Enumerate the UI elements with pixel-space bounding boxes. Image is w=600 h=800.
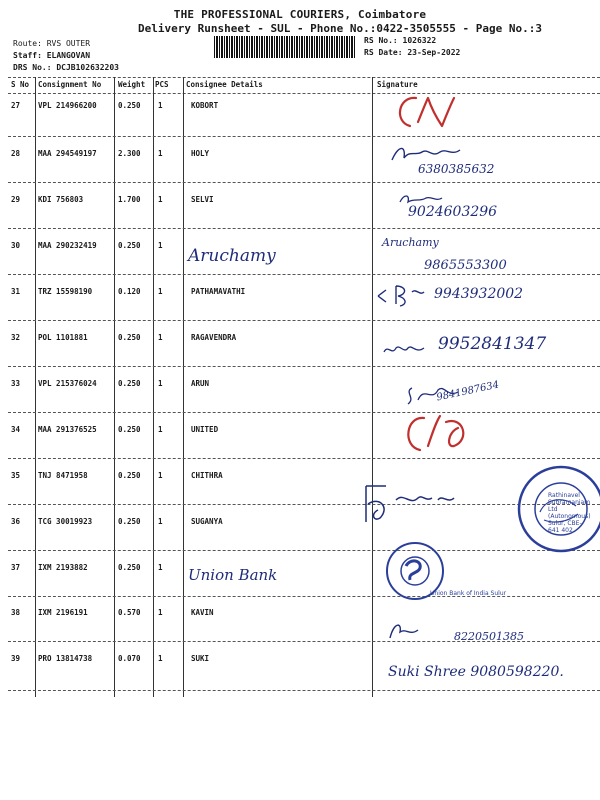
phone-30: 9865553300 [424, 258, 507, 273]
cell-weight: 0.250 [118, 333, 141, 342]
cell-sno: 31 [11, 287, 21, 296]
cell-pcs: 1 [158, 517, 163, 526]
row-separator [8, 274, 600, 275]
cell-weight: 0.250 [118, 563, 141, 572]
col-header-sno: S No [11, 80, 30, 89]
col-header-pcs: PCS [155, 80, 169, 89]
meta-right [364, 35, 460, 59]
signature-38 [384, 618, 424, 644]
cell-consignment: IXM 2193882 [38, 563, 88, 572]
cell-consignment: TRZ 15598190 [38, 287, 93, 296]
cell-consignment: MAA 291376525 [38, 425, 97, 434]
cell-consignment: VPL 214966200 [38, 101, 97, 110]
cell-consignee: SELVI [191, 195, 214, 204]
cell-pcs: 1 [158, 379, 163, 388]
signature-35-36 [356, 478, 466, 528]
phone-38: 8220501385 [454, 630, 524, 643]
row-separator [8, 596, 600, 597]
col-divider [183, 77, 184, 697]
consignee-37-handwritten: Union Bank [188, 566, 278, 584]
cell-consignment: MAA 290232419 [38, 241, 97, 250]
cell-pcs: 1 [158, 425, 163, 434]
row-separator [8, 182, 600, 183]
cell-sno: 39 [11, 654, 21, 663]
cell-weight: 0.250 [118, 101, 141, 110]
bank-stamp-text: Union Bank of India Sulur [430, 590, 507, 597]
cell-weight: 0.570 [118, 608, 141, 617]
signature-31 [372, 282, 432, 308]
cell-consignee: CHITHRA [191, 471, 223, 480]
cell-sno: 27 [11, 101, 21, 110]
cell-consignment: POL 1101881 [38, 333, 88, 342]
row-separator [8, 550, 600, 551]
cell-sno: 29 [11, 195, 21, 204]
cell-pcs: 1 [158, 608, 163, 617]
cell-consignee: RAGAVENDRA [191, 333, 237, 342]
signature-27 [388, 92, 468, 132]
col-divider [372, 77, 373, 697]
phone-33: 9841987634 [435, 379, 501, 404]
row-separator [8, 228, 600, 229]
cell-sno: 32 [11, 333, 21, 342]
cell-consignee: SUKI [191, 654, 210, 663]
col-divider [153, 77, 154, 697]
cell-sno: 38 [11, 608, 21, 617]
cell-weight: 0.120 [118, 287, 141, 296]
drs-label: DRS No.: DCJB102632203 [13, 63, 119, 72]
table-top-line [8, 77, 600, 78]
cell-sno: 30 [11, 241, 21, 250]
col-header-signature: Signature [377, 80, 418, 89]
signature-39: Suki Shree 9080598220. [388, 664, 564, 680]
cell-consignment: IXM 2196191 [38, 608, 88, 617]
consignee-30-handwritten: Aruchamy [188, 246, 276, 266]
signature-30: Aruchamy [382, 236, 439, 249]
staff-label: Staff: ELANGOVAN [13, 51, 91, 60]
cell-pcs: 1 [158, 563, 163, 572]
row-separator [8, 412, 600, 413]
cell-consignee: KOBORT [191, 101, 219, 110]
cell-consignee: KAVIN [191, 608, 214, 617]
col-divider [114, 77, 115, 697]
cell-sno: 34 [11, 425, 21, 434]
cell-weight: 0.250 [118, 241, 141, 250]
route-label: Route: RVS OUTER [13, 39, 91, 48]
cell-pcs: 1 [158, 149, 163, 158]
cell-weight: 0.250 [118, 425, 141, 434]
col-divider [35, 77, 36, 697]
row-separator [8, 366, 600, 367]
cell-pcs: 1 [158, 333, 163, 342]
cell-weight: 0.070 [118, 654, 141, 663]
cell-sno: 33 [11, 379, 21, 388]
cell-pcs: 1 [158, 471, 163, 480]
meta-left [13, 38, 119, 74]
signature-32 [380, 342, 430, 358]
row-separator [8, 690, 600, 691]
cell-sno: 36 [11, 517, 21, 526]
cell-consignee: UNITED [191, 425, 219, 434]
cell-sno: 37 [11, 563, 21, 572]
row-separator [8, 458, 600, 459]
cell-weight: 0.250 [118, 379, 141, 388]
cell-pcs: 1 [158, 101, 163, 110]
cell-weight: 1.700 [118, 195, 141, 204]
cell-weight: 0.250 [118, 517, 141, 526]
cell-consignee: SUGANYA [191, 517, 223, 526]
rs-date-label: RS Date: 23-Sep-2022 [364, 48, 461, 57]
cell-consignee: HOLY [191, 149, 210, 158]
college-stamp-text: Rathinavel Subramaniam Ltd (Autonomous) Sulur, CBE-641 402 [548, 492, 591, 534]
cell-consignment: PRO 13814738 [38, 654, 93, 663]
cell-weight: 2.300 [118, 149, 141, 158]
phone-28: 6380385632 [418, 162, 495, 176]
runsheet-subtitle: Delivery Runsheet - SUL - Phone No.:0422-3505555 - Page No.:3 [138, 22, 542, 35]
cell-pcs: 1 [158, 195, 163, 204]
signature-34 [398, 410, 488, 454]
row-separator [8, 320, 600, 321]
col-header-consignment: Consignment No [38, 80, 102, 89]
phone-31: 9943932002 [434, 286, 524, 302]
cell-sno: 35 [11, 471, 21, 480]
cell-consignment: TNJ 8471958 [38, 471, 88, 480]
col-header-consignee: Consignee Details [186, 80, 263, 89]
cell-consignment: KDI 756803 [38, 195, 84, 204]
cell-consignment: VPL 215376024 [38, 379, 97, 388]
cell-pcs: 1 [158, 654, 163, 663]
cell-consignment: TCG 30019923 [38, 517, 93, 526]
cell-consignee: PATHAMAVATHI [191, 287, 246, 296]
cell-consignee: ARUN [191, 379, 210, 388]
col-header-weight: Weight [118, 80, 146, 89]
rs-no-label: RS No.: 1026322 [364, 36, 437, 45]
company-title: THE PROFESSIONAL COURIERS, Coimbatore [173, 8, 427, 21]
cell-consignment: MAA 294549197 [38, 149, 97, 158]
barcode [214, 36, 356, 58]
cell-weight: 0.250 [118, 471, 141, 480]
cell-sno: 28 [11, 149, 21, 158]
phone-29: 9024603296 [408, 204, 498, 220]
cell-pcs: 1 [158, 241, 163, 250]
cell-pcs: 1 [158, 287, 163, 296]
phone-32: 9952841347 [438, 334, 547, 354]
header-bottom-line [8, 93, 600, 94]
row-separator [8, 136, 600, 137]
